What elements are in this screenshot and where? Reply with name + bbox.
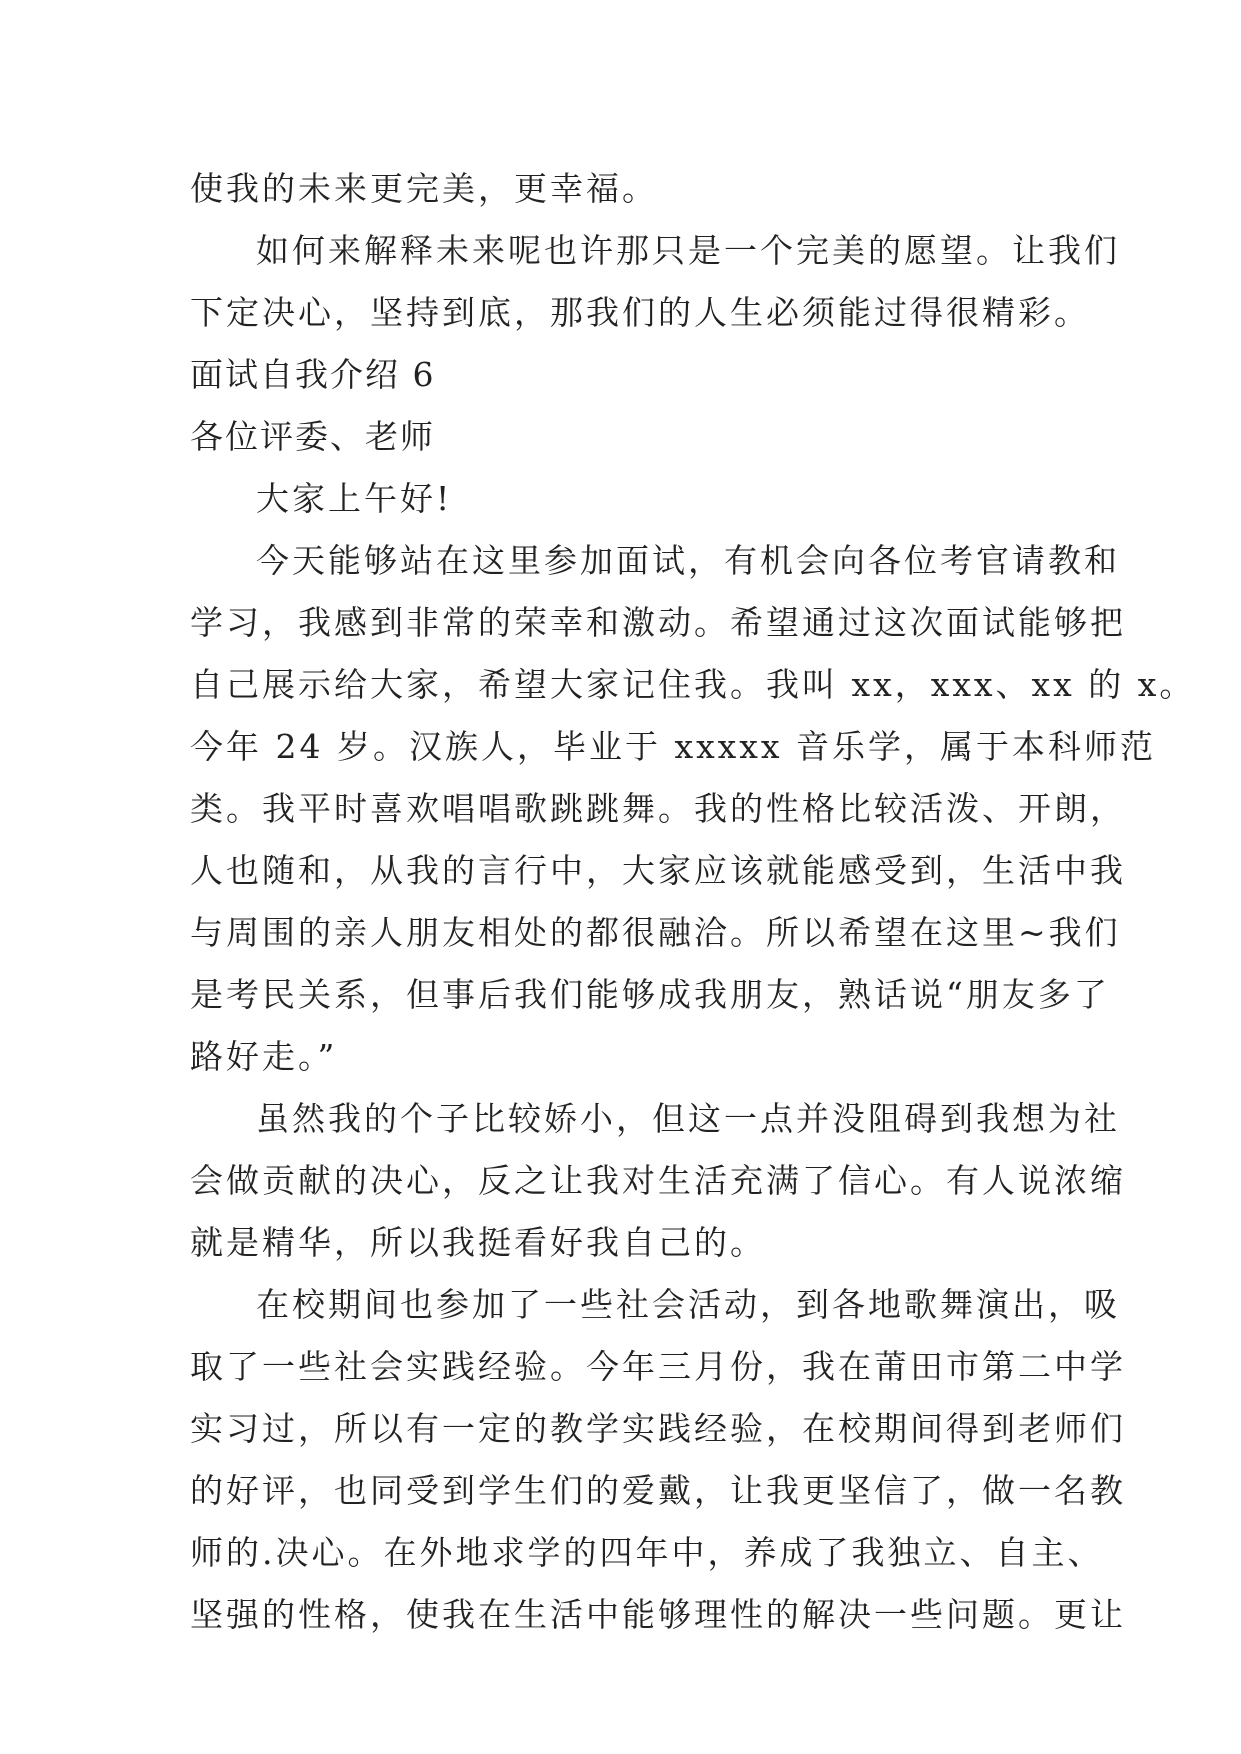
text-line: 实习过，所以有一定的教学实践经验，在校期间得到老师们: [190, 1409, 1126, 1448]
section-heading: 面试自我介绍 6: [190, 355, 436, 394]
text-line: 就是精华，所以我挺看好我自己的。: [190, 1223, 766, 1262]
text-line: 会做贡献的决心，反之让我对生活充满了信心。有人说浓缩: [190, 1161, 1126, 1200]
text-line: 学习，我感到非常的荣幸和激动。希望通过这次面试能够把: [190, 603, 1126, 642]
text-line: 下定决心，坚持到底，那我们的人生必须能过得很精彩。: [190, 293, 1090, 332]
text-line: 使我的未来更完美，更幸福。: [190, 169, 658, 208]
document-body: [190, 158, 1196, 1646]
text-line: 的好评，也同受到学生们的爱戴，让我更坚信了，做一名教: [190, 1471, 1126, 1510]
text-line: 今天能够站在这里参加面试，有机会向各位考官请教和: [256, 541, 1120, 580]
text-line: 虽然我的个子比较娇小，但这一点并没阻碍到我想为社: [256, 1099, 1120, 1138]
text-line: 是考民关系，但事后我们能够成我朋友，熟话说“朋友多了: [190, 975, 1110, 1014]
salutation: 各位评委、老师: [190, 417, 435, 456]
text-line: 自己展示给大家，希望大家记住我。我叫 xx，xxx、xx 的 x。: [190, 665, 1196, 704]
text-line: 如何来解释未来呢也许那只是一个完美的愿望。让我们: [256, 231, 1120, 270]
text-line: 在校期间也参加了一些社会活动，到各地歌舞演出，吸: [256, 1285, 1120, 1324]
text-line: 类。我平时喜欢唱唱歌跳跳舞。我的性格比较活泼、开朗，: [190, 789, 1126, 828]
text-line: 与周围的亲人朋友相处的都很融洽。所以希望在这里~我们: [190, 913, 1121, 952]
greeting: 大家上午好!: [256, 479, 453, 518]
text-line: 取了一些社会实践经验。今年三月份，我在莆田市第二中学: [190, 1347, 1126, 1386]
text-line: 师的.决心。在外地求学的四年中，养成了我独立、自主、: [190, 1533, 1104, 1572]
text-line: 路好走。”: [190, 1037, 338, 1076]
text-line: 人也随和，从我的言行中，大家应该就能感受到，生活中我: [190, 851, 1126, 890]
text-line: 今年 24 岁。汉族人，毕业于 xxxxx 音乐学，属于本科师范: [190, 727, 1157, 766]
text-line: 坚强的性格，使我在生活中能够理性的解决一些问题。更让: [190, 1595, 1126, 1634]
